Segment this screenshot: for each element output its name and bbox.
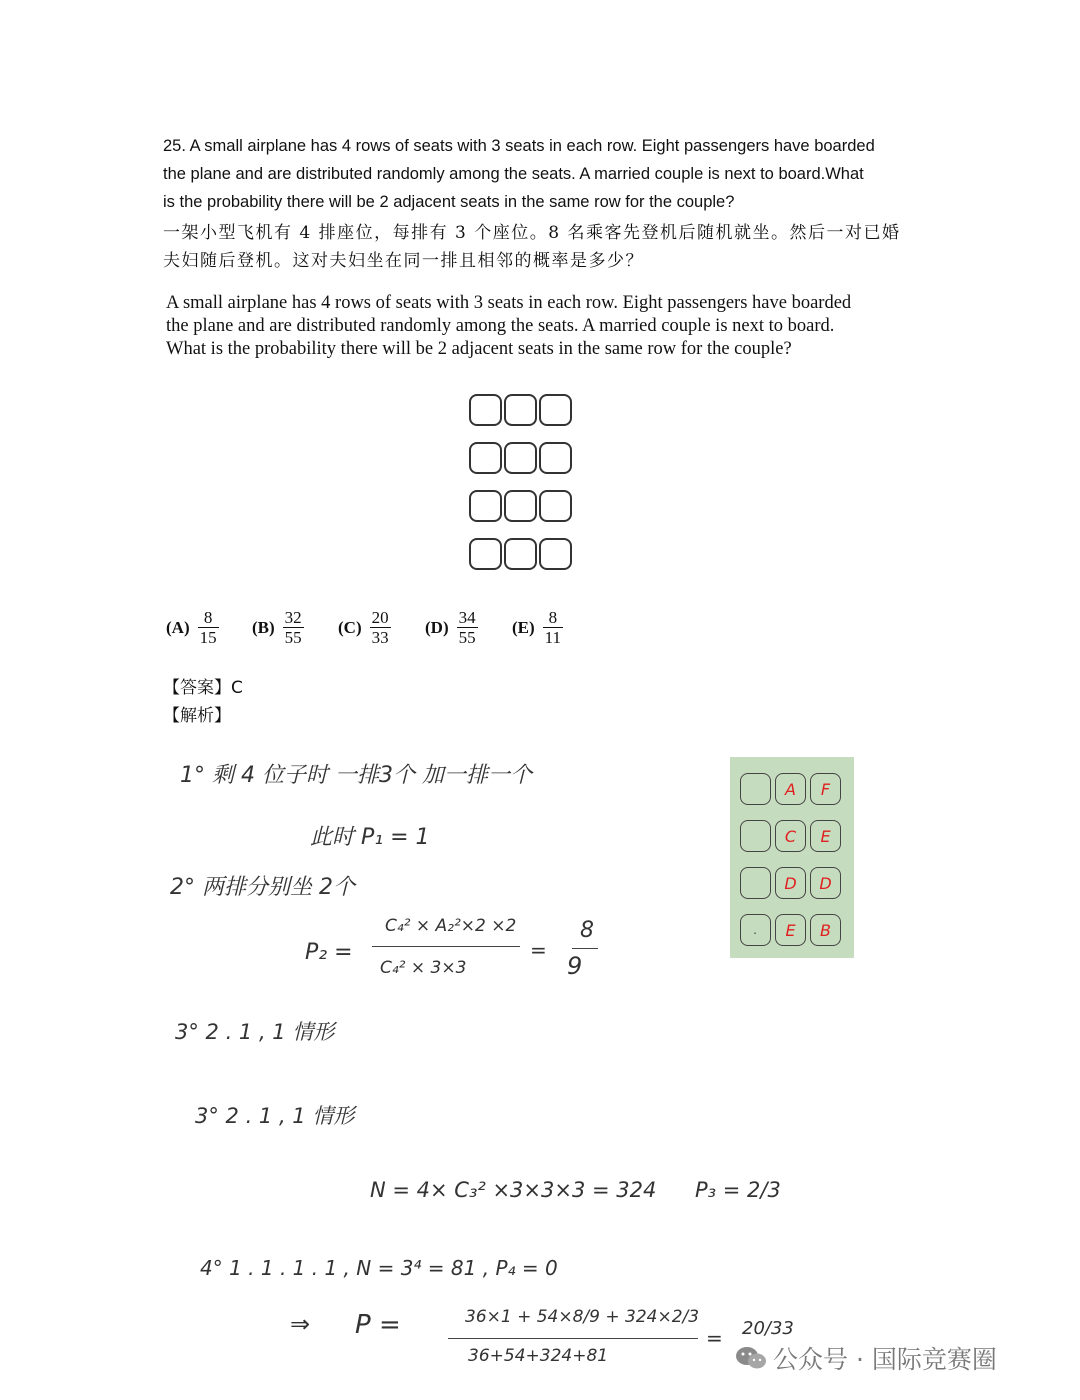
sketch-seat: D xyxy=(775,867,806,899)
sketch-seat: F xyxy=(810,773,841,805)
option-a xyxy=(166,608,219,647)
sketch-seat: C xyxy=(775,820,806,852)
sketch-seat xyxy=(740,867,771,899)
watermark-text: 公众号 · 国际竞赛圈 xyxy=(773,1345,997,1374)
final-result: 20/33 xyxy=(742,1318,794,1339)
final-equals: = xyxy=(706,1326,723,1350)
final-arrow: ⇒ xyxy=(290,1310,311,1338)
step2-fraction-bar xyxy=(372,946,520,947)
option-fraction xyxy=(283,608,304,647)
seat-box xyxy=(469,490,502,522)
sketch-seat: A xyxy=(775,773,806,805)
option-numerator: 34 xyxy=(458,608,476,627)
step3-probability: P₃ = 2/3 xyxy=(695,1178,781,1202)
sketch-seat: . xyxy=(740,914,771,946)
step3-count: N = 4× C₃² ×3×3×3 = 324 xyxy=(370,1178,657,1202)
option-numerator: 20 xyxy=(371,608,389,627)
option-denominator: 33 xyxy=(371,628,389,647)
option-label: (D) xyxy=(425,617,449,637)
option-e xyxy=(512,608,563,647)
option-fraction xyxy=(198,608,219,647)
watermark xyxy=(735,1340,997,1376)
problem-orig-line-1: A small airplane has 4 rows of seats with 3 seats in each row. Eight passengers have boarded xyxy=(166,293,852,313)
option-label: (E) xyxy=(512,617,535,637)
option-denominator: 15 xyxy=(199,628,217,647)
option-numerator: 32 xyxy=(284,608,302,627)
step2-heading: 2° 两排分别坐 2个 xyxy=(170,875,355,900)
seat-box xyxy=(539,490,572,522)
seat-sketch xyxy=(730,757,854,958)
step2-denominator: C₄² × 3×3 xyxy=(380,958,467,978)
step1-heading: 1° 剩 4 位子时 一排3个 加一排一个 xyxy=(180,763,532,788)
seat-box xyxy=(539,442,572,474)
option-c xyxy=(338,608,391,647)
analysis-label: 【解析】 xyxy=(163,706,231,726)
option-numerator: 8 xyxy=(203,608,213,627)
problem-en-line-2: the plane and are distributed randomly among the seats. A married couple is next to board.What xyxy=(163,165,864,183)
option-fraction xyxy=(543,608,563,647)
final-fraction-bar xyxy=(448,1338,698,1339)
wechat-icon xyxy=(735,1345,767,1371)
step2-result-den: 9 xyxy=(567,952,583,980)
step4-line: 4° 1 . 1 . 1 . 1 , N = 3⁴ = 81 , P₄ = 0 xyxy=(200,1256,558,1280)
sketch-seat: D xyxy=(810,867,841,899)
problem-en-line-1: 25. A small airplane has 4 rows of seats with 3 seats in each row. Eight passengers have boarded xyxy=(163,137,875,155)
option-label: (C) xyxy=(338,617,362,637)
option-fraction xyxy=(457,608,478,647)
answer-label: 【答案】C xyxy=(163,678,243,698)
problem-orig-line-2: the plane and are distributed randomly among the seats. A married couple is next to board. xyxy=(166,316,835,336)
seat-box xyxy=(469,394,502,426)
step2-result-bar xyxy=(572,948,598,949)
seat-box xyxy=(504,490,537,522)
problem-en-line-3: is the probability there will be 2 adjacent seats in the same row for the couple? xyxy=(163,193,735,211)
seat-box xyxy=(504,442,537,474)
seat-box xyxy=(469,442,502,474)
seat-box xyxy=(469,538,502,570)
final-denominator: 36+54+324+81 xyxy=(468,1346,609,1366)
sketch-seat: B xyxy=(810,914,841,946)
sketch-seat xyxy=(740,820,771,852)
option-denominator: 11 xyxy=(544,628,562,647)
step2-numerator: C₄² × A₂²×2 ×2 xyxy=(385,916,517,936)
option-denominator: 55 xyxy=(458,628,476,647)
option-fraction xyxy=(370,608,391,647)
sketch-seat: E xyxy=(775,914,806,946)
option-d xyxy=(425,608,478,647)
sketch-seat xyxy=(740,773,771,805)
seat-box xyxy=(504,394,537,426)
problem-orig-line-3: What is the probability there will be 2 adjacent seats in the same row for the couple? xyxy=(166,339,792,359)
sketch-seat: E xyxy=(810,820,841,852)
step1-probability: 此时 P₁ = 1 xyxy=(310,825,430,850)
seat-box xyxy=(504,538,537,570)
step2-equals: = xyxy=(530,938,547,962)
step3-heading-a: 3° 2 . 1 , 1 情形 xyxy=(175,1020,335,1044)
step3-heading-b: 3° 2 . 1 , 1 情形 xyxy=(195,1104,355,1128)
final-p-label: P = xyxy=(355,1310,401,1340)
seat-box xyxy=(539,394,572,426)
option-label: (A) xyxy=(166,617,190,637)
step2-p-label: P₂ = xyxy=(305,940,353,965)
step2-result-num: 8 xyxy=(580,918,594,943)
problem-cn-line-1: 一架小型飞机有 4 排座位，每排有 3 个座位。8 名乘客先登机后随机就坐。然后一对已婚 xyxy=(163,223,901,243)
option-denominator: 55 xyxy=(284,628,302,647)
final-numerator: 36×1 + 54×8/9 + 324×2/3 xyxy=(465,1307,700,1327)
problem-cn-line-2: 夫妇随后登机。这对夫妇坐在同一排且相邻的概率是多少？ xyxy=(163,251,644,271)
seat-box xyxy=(539,538,572,570)
option-b xyxy=(252,608,304,647)
option-numerator: 8 xyxy=(548,608,558,627)
option-label: (B) xyxy=(252,617,275,637)
